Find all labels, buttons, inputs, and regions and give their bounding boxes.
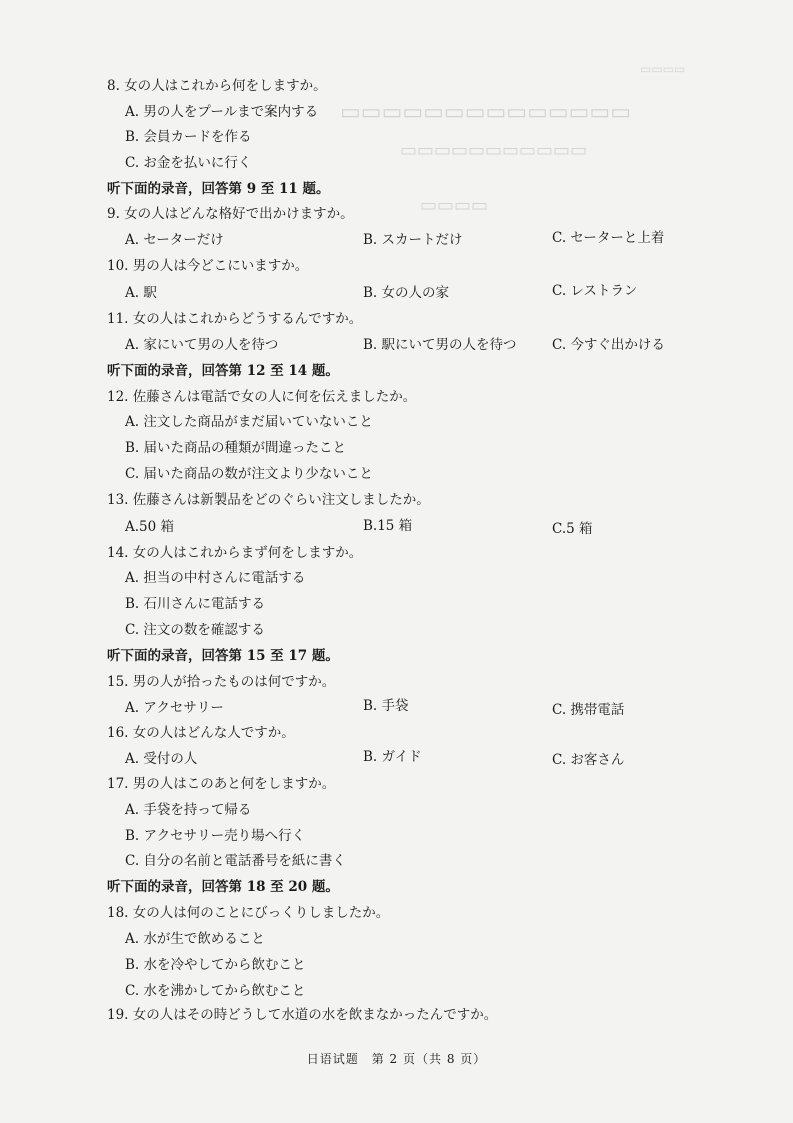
option-16c: C. お客さん: [552, 752, 625, 768]
question-9: 9. 女の人はどんな格好で出かけますか。: [107, 206, 354, 222]
option-17b: B. アクセサリー売り場へ行く: [125, 828, 306, 844]
option-15c: C. 携帯電話: [552, 702, 625, 718]
question-8: 8. 女の人はこれから何をしますか。: [107, 78, 327, 94]
option-16a: A. 受付の人: [125, 751, 198, 767]
question-13: 13. 佐藤さんは新製品をどのぐらい注文しましたか。: [107, 492, 430, 508]
section-instruction: 听下面的录音，回答第 15 至 17 题。: [107, 648, 339, 664]
option-15b: B. 手袋: [363, 698, 409, 714]
bleed-through-shadow: ▭▭▭▭: [640, 62, 686, 76]
option-18b: B. 水を冷やしてから飲むこと: [125, 957, 306, 973]
option-14b: B. 石川さんに電話する: [125, 596, 266, 612]
question-18: 18. 女の人は何のことにびっくりしましたか。: [107, 905, 390, 921]
option-15a: A. アクセサリー: [125, 700, 224, 716]
page-footer: 日语试题 第 2 页（共 8 页）: [306, 1052, 487, 1066]
question-17: 17. 男の人はこのあと何をしますか。: [107, 776, 336, 792]
option-8c: C. お金を払いに行く: [125, 155, 252, 171]
option-12a: A. 注文した商品がまだ届いていないこと: [125, 414, 373, 430]
option-18c: C. 水を沸かしてから飲むこと: [125, 983, 306, 999]
question-16: 16. 女の人はどんな人ですか。: [107, 725, 295, 741]
option-12c: C. 届いた商品の数が注文より少ないこと: [125, 466, 373, 482]
option-10c: C. レストラン: [552, 283, 638, 299]
option-17c: C. 自分の名前と電話番号を紙に書く: [125, 853, 346, 869]
bleed-through-shadow: ▭▭▭▭▭▭▭▭▭▭▭: [400, 140, 588, 161]
question-10: 10. 男の人は今どこにいますか。: [107, 258, 309, 274]
question-19: 19. 女の人はその時どうして水道の水を飲まなかったんですか。: [107, 1007, 498, 1023]
option-17a: A. 手袋を持って帰る: [125, 802, 252, 818]
option-9c: C. セーターと上着: [552, 230, 665, 246]
option-9a: A. セーターだけ: [125, 232, 224, 248]
question-14: 14. 女の人はこれからまず何をしますか。: [107, 545, 363, 561]
option-8b: B. 会員カードを作る: [125, 129, 252, 145]
option-18a: A. 水が生で飲めること: [125, 931, 265, 947]
option-11b: B. 駅にいて男の人を待つ: [363, 337, 517, 353]
question-12: 12. 佐藤さんは電話で女の人に何を伝えましたか。: [107, 389, 417, 405]
bleed-through-shadow: ▭▭▭▭▭▭▭▭▭▭▭▭▭▭: [340, 100, 632, 125]
option-12b: B. 届いた商品の種類が間違ったこと: [125, 440, 347, 456]
section-instruction: 听下面的录音，回答第 18 至 20 题。: [107, 879, 339, 895]
question-11: 11. 女の人はこれからどうするんですか。: [107, 311, 363, 327]
option-13c: C.5 箱: [552, 521, 593, 537]
option-11c: C. 今すぐ出かける: [552, 337, 665, 353]
option-14a: A. 担当の中村さんに電話する: [125, 570, 306, 586]
option-16b: B. ガイド: [363, 749, 422, 765]
question-15: 15. 男の人が拾ったものは何ですか。: [107, 674, 336, 690]
bleed-through-shadow: ▭▭▭▭: [420, 195, 489, 216]
option-9b: B. スカートだけ: [363, 232, 463, 248]
option-10a: A. 駅: [125, 285, 157, 301]
option-10b: B. 女の人の家: [363, 285, 450, 301]
option-13a: A.50 箱: [125, 519, 175, 535]
option-8a: A. 男の人をプールまで案内する: [125, 104, 319, 120]
option-13b: B.15 箱: [363, 518, 413, 534]
section-instruction: 听下面的录音，回答第 9 至 11 题。: [107, 181, 330, 197]
option-11a: A. 家にいて男の人を待つ: [125, 337, 279, 353]
option-14c: C. 注文の数を確認する: [125, 622, 265, 638]
section-instruction: 听下面的录音，回答第 12 至 14 题。: [107, 363, 339, 379]
